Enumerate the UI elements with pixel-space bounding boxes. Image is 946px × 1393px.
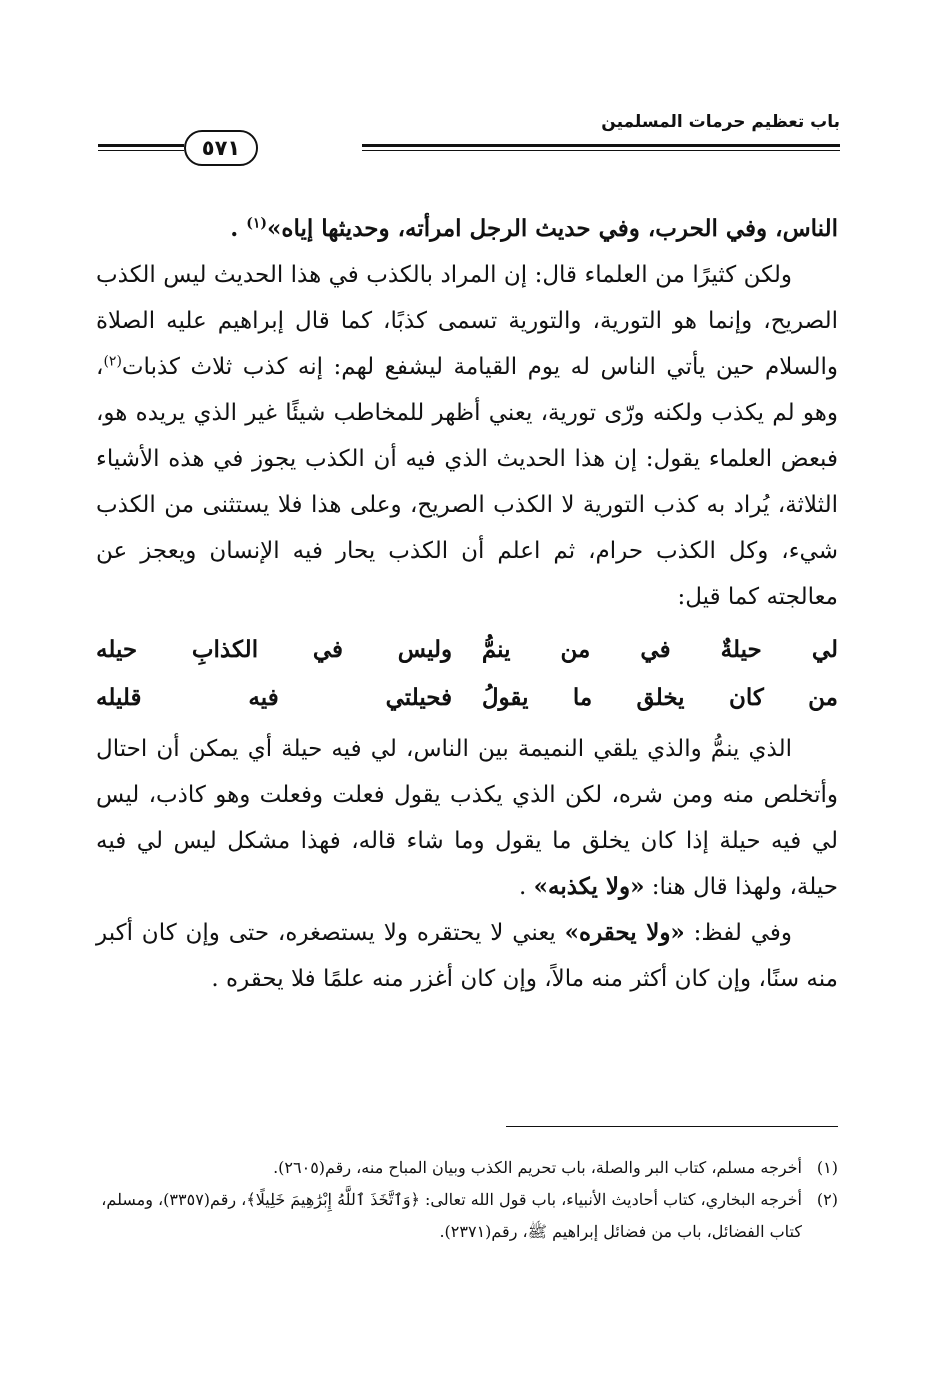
page-header (98, 108, 840, 158)
paragraph-4-text: يعني لا يحتقره ولا يستصغره، حتى وإن كان أكبر منه سنًا، وإن كان أكثر منه مالاً، وإن كان أغزر منه علمًا فلا يحقره . (96, 920, 838, 992)
poem-verse-2-first: من كان يخلق ما يقولُ (481, 684, 838, 711)
poem-verse-1-first: لي حيلةٌ في من ينمُّ (481, 636, 838, 663)
poem (96, 626, 838, 722)
paragraph-2 (96, 252, 838, 620)
footnote-1-text: أخرجه مسلم، كتاب البر والصلة، باب تحريم الكذب وبيان المباح منه، رقم(٢٦٠٥). (273, 1158, 802, 1177)
paragraph-1 (96, 206, 838, 252)
header-rule-left-thin (98, 150, 184, 151)
footnote-1 (96, 1152, 838, 1184)
poem-verse-1 (96, 626, 838, 674)
header-rule-right (362, 144, 840, 147)
header-rule-right-thin (362, 150, 840, 151)
paragraph-3-text: الذي ينمُّ والذي يلقي النميمة بين الناس، لي فيه حيلة أي يمكن أن احتال وأتخلص منه ومن شره، لكن الذي يكذب يقول فعلت وفعلت وهو كاذب، ليس لي فيه حيلة إذا كان يخلق ما يقول وما شاء قاله، فهذا مشكل ليس لي فيه حيلة، ولهذا قال هنا: (96, 736, 838, 900)
poem-verse-2 (96, 674, 838, 722)
footnote-ref-1: (١) (246, 215, 268, 232)
paragraph-4 (96, 910, 838, 1002)
paragraph-4-start: وفي لفظ: (684, 920, 792, 946)
header-rule-left (98, 144, 184, 147)
paragraph-3-quote: «ولا يكذبه» (533, 873, 645, 900)
footnote-ref-2: (٢) (103, 353, 122, 370)
paragraph-1-end: . (230, 215, 247, 242)
paragraph-1-text: الناس، وفي الحرب، وفي حديث الرجل امرأته، وحديثها إياه» (267, 215, 838, 242)
paragraph-3 (96, 726, 838, 910)
paragraph-4-quote: «ولا يحقره» (564, 919, 685, 946)
footnotes (96, 1152, 838, 1248)
poem-verse-1-second: وليس في الكذابِ حيله (96, 636, 453, 663)
paragraph-2-text-a: ولكن كثيرًا من العلماء قال: إن المراد بالكذب في هذا الحديث ليس الكذب الصريح، وإنما هو التورية، والتورية تسمى كذبًا، كما قال إبراهيم عليه الصلاة والسلام حين يأتي الناس له يوم القيامة ليشفع لهم: إنه كذب ثلاث كذبات (96, 262, 838, 380)
poem-verse-2-second: فحيلتي فيه قليله (96, 684, 453, 711)
chapter-title: باب تعظيم حرمات المسلمين (601, 112, 840, 132)
paragraph-3-end: . (518, 874, 534, 900)
paragraph-2-text-b: ، وهو لم يكذب ولكنه ورّى تورية، يعني أظهر للمخاطب شيئًا غير الذي يريده هو، فبعض العلماء يقول: إن هذا الحديث الذي فيه أن الكذب يجوز في هذه الأشياء الثلاثة، يُراد به كذب التورية لا الكذب الصريح، وعلى هذا فلا يستثنى من الكذب شيء، وكل الكذب حرام، ثم اعلم أن الكذب يحار فيه الإنسان ويعجز عن معالجته كما قيل: (96, 354, 838, 610)
footnote-divider (506, 1126, 838, 1127)
footnote-1-number: (١) (816, 1158, 838, 1177)
footnote-2 (96, 1184, 838, 1248)
main-text (96, 206, 838, 1002)
footnote-2-number: (٢) (816, 1190, 838, 1209)
page-number: ٥٧١ (184, 130, 258, 166)
footnote-2-text: أخرجه البخاري، كتاب أحاديث الأنبياء، باب قول الله تعالى: ﴿وَٱتَّخَذَ ٱللَّهُ إِبْرَٰهِيمَ خَلِيلًا﴾، رقم(٣٣٥٧)، ومسلم، كتاب الفضائل، باب من فضائل إبراهيم ﷺ، رقم(٢٣٧١). (101, 1190, 802, 1241)
